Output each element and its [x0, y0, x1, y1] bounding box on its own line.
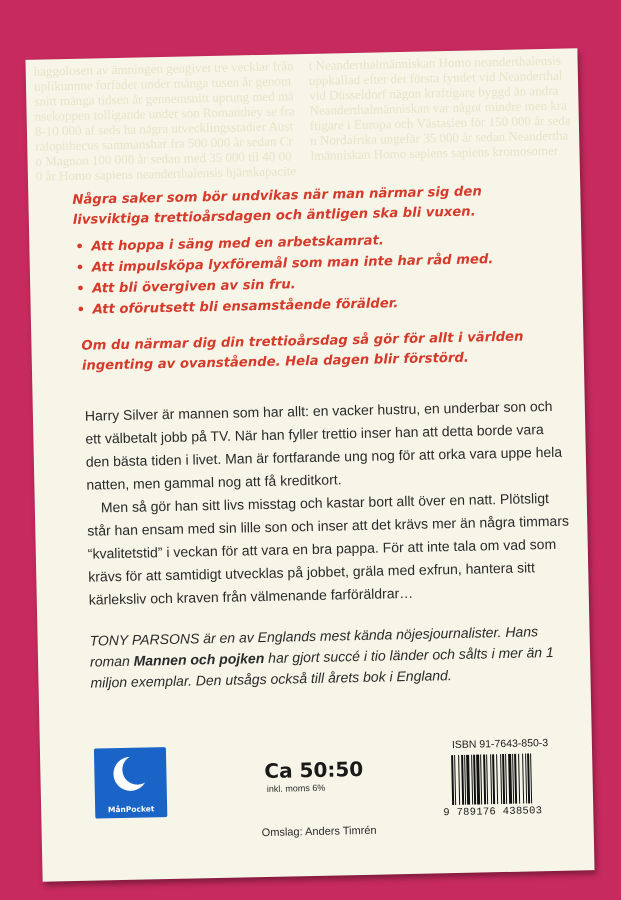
author-bio-text: är en av Englands mest kända nöjesjournalister. Hans roman	[89, 623, 539, 670]
publisher-name: MånPocket	[107, 804, 155, 815]
background-pattern-text: haggolosen av ämningen gengivet tre vecklar från uplikunnne forfader under många tusen år genomsnitt mänga tidsen år gennemsnitt uprung med mänsekoppen tolligande under son Romanthey se fra 8-10 000 af seds ha nägra utvecklingsstadier Australopithecus sammanshar fra 500 000 år sedan Cro Magnon 100 000 år sedan med 35 000 til 40 000 år Homo sapiens neanderthalensis hjärnkapacitet Neanderthalmänniskan Homo neanderthalensis uppkallad efter det första fyndet vid Neanderthal vid Düsseldorf nägon kraftigare byggd än andra Neanderthalmänniskan var något mindre men kraftigare i Europa och Västasien för 150 000 år sedan Nordafrika ungefär 35 000 år sedan Neanderthalmänniskan Homo sapiens sapiens kromosomer	[33, 52, 571, 184]
tagline: Några saker som bör undvikas när man närmar sig den livsviktiga trettioårsdagen och äntligen ska bli vuxen.	[72, 184, 482, 228]
cover-credit: Omslag: Anders Timrén	[261, 824, 377, 840]
list-item: • Att oförutsett bli ensamstående förälder.	[76, 290, 556, 321]
book-back-cover	[25, 48, 594, 881]
author-bio	[89, 621, 560, 694]
avoid-list	[75, 227, 557, 321]
description	[85, 395, 573, 612]
description-paragraph: Men så gör han sitt livs misstag och kastar bort allt över en natt. Plötsligt står han ensam med sin lille son och inser att det krävs mer än några timmars “kvalitetstid” i veckan för att vara en bra pappa. För att inte tala om vad som krävs för att samtidigt utvecklas på jobbet, gräla med exfrun, hantera sitt kärleksliv och kraven från välmenande farföräldrar…	[87, 490, 570, 608]
warning-text: Om du närmar dig din trettioårsdag så gör för allt i världen ingenting av ovanstående. Hela dagen blir förstörd.	[81, 329, 524, 374]
price: Ca 50:50	[264, 756, 364, 784]
barcode	[450, 753, 567, 805]
moon-icon	[110, 753, 151, 794]
book-title: Mannen och pojken	[133, 650, 265, 669]
author-name: TONY PARSONS	[89, 630, 200, 649]
vat-note: inkl. moms 6%	[266, 782, 326, 794]
list-item: • Att bli övergiven av sin fru.	[76, 269, 556, 300]
description-paragraph: Harry Silver är mannen som har allt: en vacker hustru, en underbar son och ett välbetalt jobb på TV. När han fyller trettio inser han att detta borde vara den bästa tiden i livet. Man är fortfarande ung nog för att orka vara uppe hela natten, men gammal nog att få kreditkort.	[84, 397, 563, 493]
ean-number: 9 789176 438503	[443, 805, 543, 820]
publisher-logo	[94, 747, 167, 818]
isbn-label: ISBN 91-7643-850-3	[451, 737, 549, 752]
list-item: • Att hoppa i säng med en arbetskamrat.	[75, 227, 555, 258]
author-bio-text: har gjort succé i tio länder och sålts i mer än 1 miljon exemplar. Den utsågs också till årets bok i England.	[90, 643, 554, 691]
list-item: • Att impulsköpa lyxföremål som man inte har råd med.	[76, 248, 556, 279]
